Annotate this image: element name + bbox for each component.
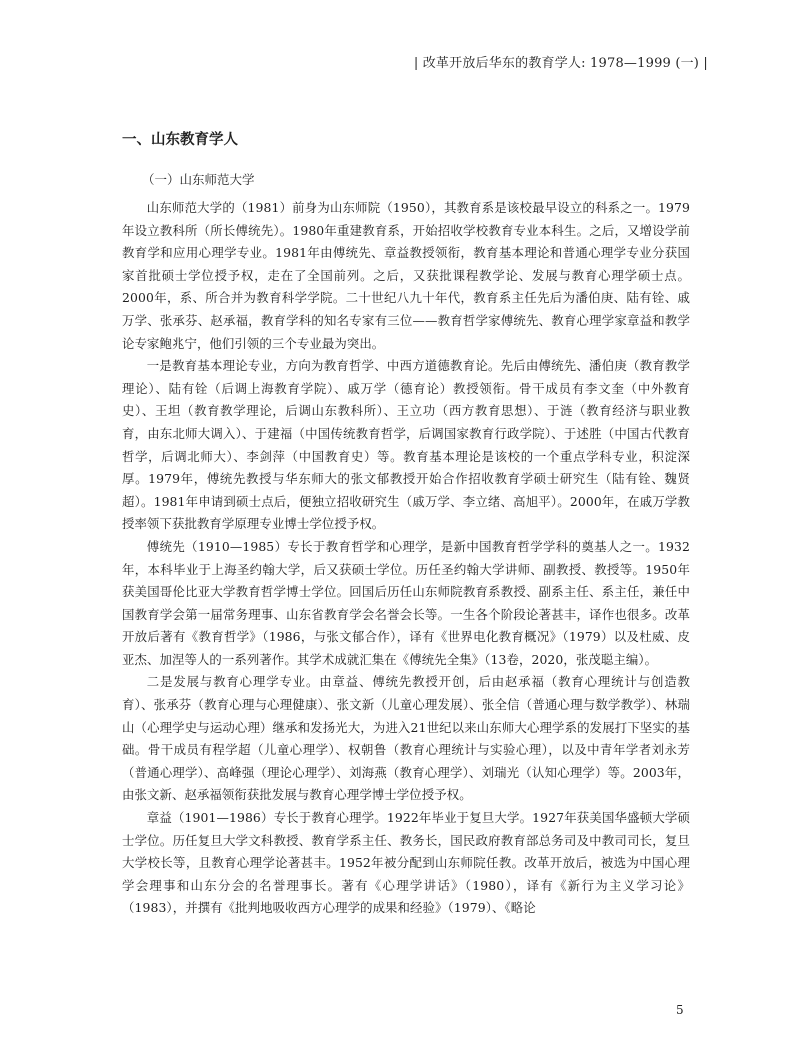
paragraph-psychology: 二是发展与教育心理学专业。由章益、傅统先教授开创，后由赵承福（教育心理统计与创造教育）、张承芬（教育心理与心理健康）、张文新（儿童心理发展）、张全信（普通心理与数学教学）、林瑞山（心理学史与运动心理）继承和发扬光大，为进入21世纪以来山东师大心理学系的发展打下坚实的基础。骨干成员有程学超（儿童心理学）、权朝鲁（教育心理统计与实验心理），以及中青年学者刘永芳（普通心理学）、高峰强（理论心理学）、刘海燕（教育心理学）、刘瑞光（认知心理学）等。2003年，由张文新、赵承福领衔获批发展与教育心理学博士学位授予权。 bbox=[122, 674, 690, 803]
running-header: | 改革开放后华东的教育学人: 1978—1999 (一) | bbox=[413, 56, 708, 71]
page-body bbox=[122, 128, 690, 920]
paragraph-zhang-yi: 章益（1901—1986）专长于教育心理学。1922年毕业于复旦大学。1927年获美国华盛顿大学硕士学位。历任复旦大学文科教授、教育学系主任、教务长，国民政府教育部总务司及中教司司长，复旦大学校长等，且教育心理学论著甚丰。1952年被分配到山东师院任教。改革开放后，被选为中国心理学会理事和山东分会的名誉理事长。著有《心理学讲话》（1980），译有《新行为主义学习论》（1983），并撰有《批判地吸收西方心理学的成果和经验》（1979）、《略论 bbox=[122, 810, 690, 916]
paragraph-intro: 山东师范大学的（1981）前身为山东师院（1950），其教育系是该校最早设立的科系之一。1979年设立教科所（所长傅统先）。1980年重建教育系，开始招收学校教育专业本科生。之后，又增设学前教育学和应用心理学专业。1981年由傅统先、章益教授领衔，教育基本理论和普通心理学专业分获国家首批硕士学位授予权，走在了全国前列。之后，又获批课程教学论、发展与教育心理学硕士点。2000年，系、所合并为教育科学学院。二十世纪八九十年代，教育系主任先后为潘伯庚、陆有铨、戚万学、张承芬、赵承福，教育学科的知名专家有三位——教育哲学家傅统先、教育心理学家章益和教学论专家鲍兆宁，他们引领的三个专业最为突出。 bbox=[122, 200, 690, 351]
subsection-heading: （一）山东师范大学 bbox=[142, 172, 255, 187]
section-heading: 一、山东教育学人 bbox=[122, 132, 238, 148]
paragraph-fu-tongxian: 傅统先（1910—1985）专长于教育哲学和心理学，是新中国教育哲学学科的奠基人之一。1932年，本科毕业于上海圣约翰大学，后又获硕士学位。历任圣约翰大学讲师、副教授、教授等。1950年获美国哥伦比亚大学教育哲学博士学位。回国后历任山东师院教育系教授、副系主任、系主任，兼任中国教育学会第一届常务理事、山东省教育学会名誉会长等。一生各个阶段论著甚丰，译作也很多。改革开放后著有《教育哲学》（1986，与张文郁合作），译有《世界电化教育概况》（1979）以及杜威、皮亚杰、加涅等人的一系列著作。其学术成就汇集在《傅统先全集》（13卷，2020，张茂聪主编）。 bbox=[122, 538, 690, 667]
page-number: 5 bbox=[676, 1003, 684, 1017]
paragraph-education-theory: 一是教育基本理论专业，方向为教育哲学、中西方道德教育论。先后由傅统先、潘伯庚（教育教学理论）、陆有铨（后调上海教育学院）、戚万学（德育论）教授领衔。骨干成员有李文奎（中外教育史）、王坦（教育教学理论，后调山东教科所）、王立功（西方教育思想）、于涟（教育经济与职业教育，由东北师大调入）、于建福（中国传统教育哲学，后调国家教育行政学院）、于述胜（中国古代教育哲学，后调北师大）、李剑萍（中国教育史）等。教育基本理论是该校的一个重点学科专业，积淀深厚。1979年，傅统先教授与华东师大的张文郁教授开始合作招收教育学硕士研究生（陆有铨、魏贤超）。1981年申请到硕士点后，便独立招收研究生（戚万学、李立绪、高旭平）。2000年，在戚万学教授率领下获批教育学原理专业博士学位授予权。 bbox=[122, 358, 690, 532]
